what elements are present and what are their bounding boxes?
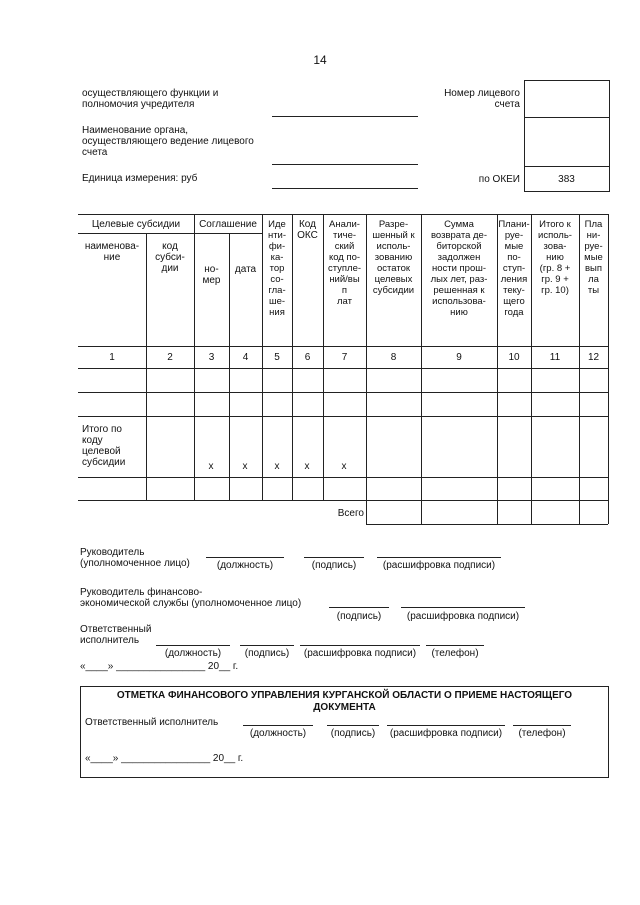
account-number-field[interactable]	[524, 96, 609, 116]
code-box-divider	[524, 166, 609, 167]
header-line: Анали-	[329, 219, 360, 230]
header-line: щего	[503, 296, 525, 307]
column-number: 5	[274, 352, 280, 363]
header-line: тор	[269, 263, 285, 274]
header-line: п	[341, 285, 348, 296]
header-name-line: ние	[103, 252, 121, 263]
header-number-line: но-	[204, 264, 219, 275]
row-border	[78, 500, 608, 501]
column-number: 1	[109, 352, 115, 363]
stamp-title	[81, 690, 608, 714]
header-line: Код	[298, 219, 316, 230]
column-number: 8	[390, 352, 397, 363]
executor-decoding-line[interactable]	[300, 645, 420, 646]
date-line[interactable]: «____» ________________ 20__ г.	[80, 661, 239, 672]
header-line: остаток	[376, 263, 411, 274]
header-number-line: мер	[202, 275, 221, 286]
executor-signature-line[interactable]	[240, 645, 294, 646]
header-oks-code	[292, 219, 323, 241]
column-number: 11	[549, 352, 561, 363]
account-number-label-line: Номер лицевого	[444, 88, 520, 99]
acceptance-stamp-box	[80, 686, 609, 778]
header-analytic-code	[323, 219, 366, 307]
stamp-decoding-caption: (расшифровка подписи)	[389, 728, 503, 739]
stamp-decoding-line[interactable]	[387, 725, 505, 726]
account-number-label	[420, 88, 520, 110]
total-by-code-line: субсидии	[82, 457, 126, 468]
header-line: нию	[450, 307, 468, 318]
stamp-title-line: ОТМЕТКА ФИНАНСОВОГО УПРАВЛЕНИЯ КУРГАНСКОЙ ОБЛАСТИ О ПРИЕМЕ НАСТОЯЩЕГО	[116, 690, 573, 701]
header-date: дата	[234, 264, 257, 275]
executor-position-line[interactable]	[156, 645, 230, 646]
okei-label: по ОКЕИ	[478, 174, 520, 185]
x-mark: х	[304, 461, 310, 472]
header-line: ступ-	[502, 263, 526, 274]
x-mark: х	[242, 461, 248, 472]
stamp-position-caption: (должность)	[249, 728, 307, 739]
executor-label	[80, 624, 151, 646]
header-line: года	[504, 307, 524, 318]
executor-position-caption: (должность)	[164, 648, 222, 659]
header-agreement: Соглашение	[199, 219, 257, 230]
unit-value-line[interactable]	[272, 188, 418, 189]
table-row[interactable]	[78, 369, 608, 391]
header-line: код по-	[328, 252, 361, 263]
header-line: возврата де-	[430, 230, 488, 241]
header-line: (гр. 8 +	[539, 263, 571, 274]
code-box-divider	[524, 117, 609, 118]
x-mark: х	[208, 461, 214, 472]
header-line: ты	[587, 285, 600, 296]
header-line: руе-	[584, 241, 603, 252]
header-line: нти-	[267, 230, 287, 241]
head-label	[80, 547, 190, 569]
column-number: 10	[508, 352, 520, 363]
founder-label-line: осуществляющего функции и	[82, 88, 219, 99]
header-line: лых лет, раз-	[430, 274, 488, 285]
finance-head-label	[80, 587, 301, 609]
finance-head-label-line: Руководитель финансово-	[80, 587, 203, 598]
header-line: Иде	[268, 219, 286, 230]
head-signature-line[interactable]	[304, 557, 364, 558]
finance-head-label-line: экономической службы (уполномоченное лицо)	[80, 598, 302, 609]
table-top-border	[78, 214, 608, 215]
header-line: целевых	[374, 274, 413, 285]
finance-signature-line[interactable]	[329, 607, 389, 608]
header-subsidies: Целевые субсидии	[91, 219, 181, 230]
header-planned-receipts	[497, 219, 531, 318]
total-by-code-line: коду	[82, 435, 103, 446]
header-line: фи-	[268, 241, 286, 252]
finance-signature-caption: (подпись)	[336, 611, 382, 622]
header-number	[194, 264, 229, 286]
header-line: Сумма	[444, 219, 474, 230]
header-line: ский	[334, 241, 355, 252]
column-number: 2	[167, 352, 173, 363]
header-line: Пла	[584, 219, 603, 230]
header-planned-payments	[579, 219, 608, 296]
head-position-line[interactable]	[206, 557, 284, 558]
header-total-use	[531, 219, 579, 296]
founder-label-line: полномочия учредителя	[82, 99, 195, 110]
unit-label: Единица измерения: руб	[82, 173, 198, 184]
header-allowed-balance	[366, 219, 421, 296]
total-row-bottom-border	[366, 524, 608, 525]
header-line: ни-	[586, 230, 601, 241]
header-name-line: наименова-	[84, 241, 140, 252]
account-owner-label	[82, 125, 254, 158]
account-owner-value-line[interactable]	[272, 164, 418, 165]
x-mark: х	[341, 461, 347, 472]
head-decoding-line[interactable]	[377, 557, 501, 558]
header-line: по-	[507, 252, 521, 263]
header-code	[146, 241, 194, 274]
column-number: 6	[304, 352, 311, 363]
column-number: 3	[208, 352, 215, 363]
account-owner-label-line: счета	[82, 147, 108, 158]
header-line: тиче-	[332, 230, 357, 241]
header-line: лат	[337, 296, 352, 307]
header-line: нию	[546, 252, 564, 263]
founder-label	[82, 88, 218, 110]
column-number: 4	[242, 352, 249, 363]
stamp-signature-line[interactable]	[327, 725, 379, 726]
header-bottom-border	[78, 346, 608, 347]
header-line: ний/вы	[329, 274, 360, 285]
header-line: ления	[500, 274, 528, 285]
executor-decoding-caption: (расшифровка подписи)	[303, 648, 417, 659]
finance-decoding-caption: (расшифровка подписи)	[406, 611, 520, 622]
total-by-code-label	[82, 424, 125, 468]
header-line: Разре-	[378, 219, 409, 230]
header-line: Итого к	[539, 219, 571, 230]
head-decoding-caption: (расшифровка подписи)	[382, 560, 496, 571]
header-line: со-	[270, 274, 284, 285]
header-line: ния	[269, 307, 285, 318]
column-number: 7	[341, 352, 348, 363]
total-by-code-line: Итого по	[82, 424, 122, 435]
header-line: шенный к	[372, 230, 415, 241]
header-line: задолжен	[437, 252, 481, 263]
stamp-phone-caption: (телефон)	[518, 728, 566, 739]
header-line: теку-	[503, 285, 525, 296]
okei-value: 383	[558, 174, 575, 185]
head-label-line: (уполномоченное лицо)	[80, 558, 190, 569]
account-owner-label-line: осуществляющего ведение лицевого	[82, 136, 254, 147]
executor-label-line: исполнитель	[80, 635, 140, 646]
account-owner-label-line: Наименование органа,	[82, 125, 189, 136]
agreement-group-divider	[194, 233, 262, 234]
header-line: гр. 10)	[541, 285, 569, 296]
header-line: ла	[588, 274, 599, 285]
header-code-line: код	[162, 241, 178, 252]
finance-decoding-line[interactable]	[401, 607, 525, 608]
stamp-phone-line[interactable]	[513, 725, 571, 726]
executor-signature-caption: (подпись)	[244, 648, 290, 659]
header-agreement-id	[262, 219, 292, 318]
x-mark: х	[274, 461, 280, 472]
head-label-line: Руководитель	[80, 547, 145, 558]
header-line: ше-	[268, 296, 286, 307]
total-by-code-line: целевой	[82, 446, 121, 457]
row-border	[78, 416, 608, 417]
header-line: ОКС	[297, 230, 318, 241]
header-line: мые	[504, 241, 524, 252]
header-line: гр. 9 +	[541, 274, 569, 285]
founder-value-line[interactable]	[272, 116, 418, 117]
header-line: исполь-	[538, 230, 572, 241]
executor-phone-caption: (телефон)	[431, 648, 479, 659]
header-line: зованию	[374, 252, 413, 263]
header-line: биторской	[436, 241, 482, 252]
account-number-label-line: счета	[494, 99, 520, 110]
header-line: исполь-	[376, 241, 411, 252]
header-line: руе-	[504, 230, 524, 241]
stamp-executor-label: Ответственный исполнитель	[85, 717, 219, 728]
column-number: 12	[587, 352, 600, 363]
header-line: использова-	[432, 296, 486, 307]
header-line: ступле-	[327, 263, 362, 274]
header-code-line: дии	[161, 263, 179, 274]
header-line: Плани-	[498, 219, 530, 230]
header-debt-return	[421, 219, 497, 318]
stamp-signature-caption: (подпись)	[330, 728, 376, 739]
executor-label-line: Ответственный	[80, 624, 152, 635]
header-line: ка-	[270, 252, 284, 263]
header-line: субсидии	[372, 285, 415, 296]
table-row[interactable]	[78, 393, 608, 415]
page-number: 14	[313, 53, 327, 67]
header-code-line: субси-	[155, 252, 185, 263]
header-line: зова-	[543, 241, 567, 252]
column-number: 9	[456, 352, 462, 363]
subsidy-group-divider	[78, 233, 194, 234]
executor-phone-line[interactable]	[426, 645, 484, 646]
stamp-position-line[interactable]	[243, 725, 313, 726]
head-signature-caption: (подпись)	[311, 560, 357, 571]
header-name	[78, 241, 146, 263]
header-line: гла-	[268, 285, 286, 296]
header-line: мые	[584, 252, 603, 263]
grand-total-label: Всего	[337, 508, 364, 519]
head-position-caption: (должность)	[216, 560, 274, 571]
header-line: решенная к	[433, 285, 485, 296]
stamp-date-line[interactable]: «____» ________________ 20__ г.	[85, 753, 244, 764]
header-line: ности прош-	[431, 263, 487, 274]
stamp-title-line: ДОКУМЕНТА	[313, 702, 376, 713]
header-line: вып	[584, 263, 603, 274]
table-row[interactable]	[78, 478, 608, 499]
table-right-border	[608, 214, 609, 524]
